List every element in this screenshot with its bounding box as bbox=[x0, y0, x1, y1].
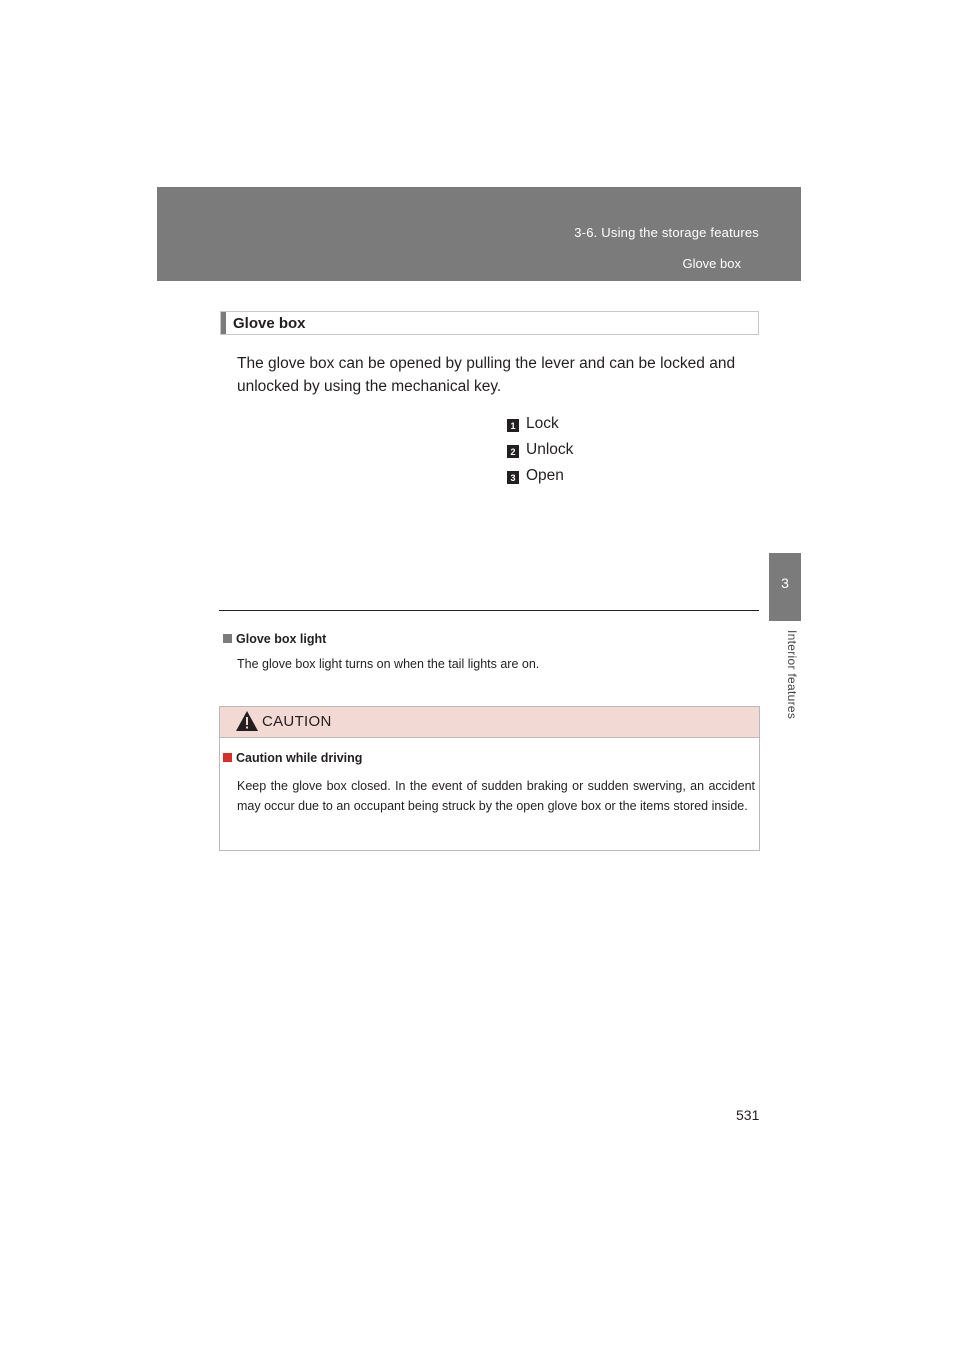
caution-body: Keep the glove box closed. In the event of sudden braking or sudden swerving, an accident may occur due to an occupant being struck by the open glove box or the items stored inside. bbox=[237, 779, 755, 813]
caution-title: CAUTION bbox=[262, 713, 332, 730]
header-band bbox=[157, 187, 801, 281]
callout-number-badge: 2 bbox=[507, 445, 519, 458]
callout-list bbox=[507, 411, 573, 489]
chapter-label: Interior features bbox=[785, 630, 799, 720]
section-heading-bar bbox=[221, 312, 226, 334]
square-bullet-icon bbox=[223, 634, 232, 643]
warning-triangle-icon bbox=[235, 710, 259, 732]
callout-label: Open bbox=[526, 467, 564, 484]
callout-label: Unlock bbox=[526, 441, 574, 458]
note-title bbox=[223, 632, 326, 646]
callout-number-badge: 1 bbox=[507, 419, 519, 432]
section-divider bbox=[219, 610, 759, 611]
section-heading bbox=[220, 311, 759, 335]
caution-item-title-text: Caution while driving bbox=[236, 751, 363, 765]
chapter-tab bbox=[769, 553, 801, 621]
note-title-text: Glove box light bbox=[236, 632, 327, 646]
header-topic: Glove box bbox=[682, 256, 741, 271]
square-bullet-icon bbox=[223, 753, 232, 762]
caution-header bbox=[220, 707, 759, 738]
caution-item-title bbox=[223, 751, 362, 765]
chapter-number: 3 bbox=[781, 575, 789, 591]
intro-paragraph: The glove box can be opened by pulling the lever and can be locked and unlocked by using the mechanical key. bbox=[237, 355, 736, 395]
caution-box bbox=[219, 706, 760, 851]
header-section-title: 3-6. Using the storage features bbox=[574, 225, 759, 240]
section-heading-text: Glove box bbox=[233, 315, 306, 332]
callout-item bbox=[507, 463, 573, 489]
page-number: 531 bbox=[736, 1107, 760, 1123]
callout-number-badge: 3 bbox=[507, 471, 519, 484]
callout-item bbox=[507, 437, 573, 463]
callout-label: Lock bbox=[526, 415, 559, 432]
callout-item bbox=[507, 411, 573, 437]
note-body: The glove box light turns on when the tail lights are on. bbox=[237, 657, 540, 671]
